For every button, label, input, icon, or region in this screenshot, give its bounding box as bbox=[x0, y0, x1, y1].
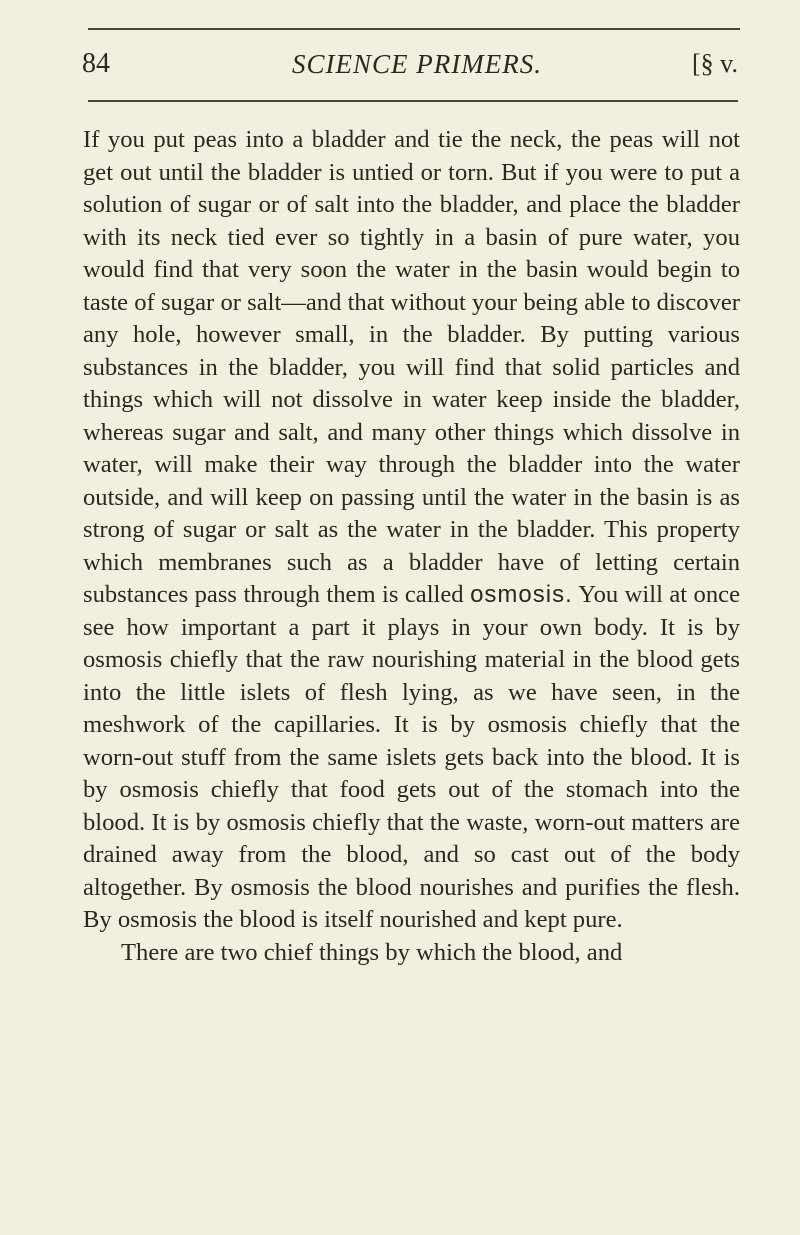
paragraph-text-part1: If you put peas into a bladder and tie the neck, the peas will not get out until the bladder is untied or torn. But if you were to put a solution of sugar or of salt into the bladder, and place the bladder with its neck tied ever so tightly in a basin of pure water, you would find that very soon the water in the basin would begin to taste of sugar or salt—and that without your being able to discover any hole, however small, in the bladder. By putting various substances in the bladder, you will find that solid particles and things which will not dissolve in water keep inside the bladder, whereas sugar and salt, and many other things which dissolve in water, will make their way through the bladder into the water outside, and will keep on passing until the water in the basin is as strong of sugar or salt as the water in the bladder. This property which membranes such as a bladder have of letting certain substances pass through them is called bbox=[83, 126, 740, 608]
top-rule bbox=[88, 28, 740, 30]
paragraph-text-part2: You will at once see how important a part it plays in your own body. It is by osmosis chiefly that the raw nourishing material in the blood gets into the little islets of flesh lying, as we have seen, in the meshwork of the capillaries. It is by osmosis chiefly that the worn-out stuff from the same islets gets back into the blood. It is by osmosis chiefly that food gets out of the stomach into the blood. It is by osmosis chiefly that the waste, worn-out matters are drained away from the blood, and so cast out of the body altogether. By osmosis the blood nourishes and purifies the flesh. By osmosis the blood is itself nourished and kept pure. bbox=[83, 581, 740, 933]
running-title: SCIENCE PRIMERS. bbox=[292, 49, 542, 79]
paragraph-osmosis bbox=[83, 124, 740, 937]
page-number: 84 bbox=[82, 48, 110, 79]
section-mark: [§ v. bbox=[692, 49, 738, 78]
paragraph-next: There are two chief things by which the blood, and bbox=[121, 938, 623, 966]
header-rule bbox=[88, 100, 738, 102]
page-header bbox=[82, 44, 748, 84]
term-osmosis: osmosis. bbox=[470, 581, 573, 608]
body-text bbox=[83, 124, 740, 969]
